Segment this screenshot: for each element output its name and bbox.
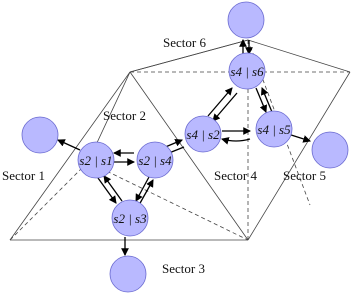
inner-nodes [78, 53, 292, 236]
sector-label-1: Sector 1 [2, 168, 45, 183]
arrow-s4s2-to-s4s6 [208, 88, 232, 116]
sector-label-2: Sector 2 [103, 108, 146, 123]
sector-boundaries [10, 40, 350, 240]
outer-node-sector1 [22, 117, 58, 153]
node-label-s4-s2: s4 | s2 [186, 127, 220, 142]
arrow-s4s5-to-s4s2 [222, 139, 250, 141]
dashed-divisions [10, 40, 350, 240]
arrow-s2s1-to-outer1 [58, 140, 80, 150]
arrow-s4s6-to-s4s5 [256, 88, 266, 112]
arrow-s2s3-to-s2s1 [104, 176, 122, 201]
arrow-s2s1-to-s2s3 [98, 178, 116, 203]
sector-label-3: Sector 3 [162, 261, 205, 276]
sector-label-4: Sector 4 [214, 168, 257, 183]
sector-label-5: Sector 5 [283, 168, 326, 183]
node-labels [79, 64, 291, 226]
outer-node-sector5 [312, 132, 348, 168]
node-label-s4-s6: s4 | s6 [230, 64, 264, 79]
outer-node-sector6 [228, 2, 264, 38]
node-label-s2-s1: s2 | s1 [79, 153, 113, 168]
arrow-s4s6-to-s4s2 [213, 93, 237, 121]
node-label-s4-s5: s4 | s5 [257, 122, 291, 137]
node-label-s2-s3: s2 | s3 [113, 211, 147, 226]
sector-label-6: Sector 6 [163, 35, 206, 50]
arrow-s2s4-to-s2s3 [136, 177, 149, 201]
outer-node-sector3 [110, 256, 146, 292]
node-label-s2-s4: s2 | s4 [138, 153, 172, 168]
